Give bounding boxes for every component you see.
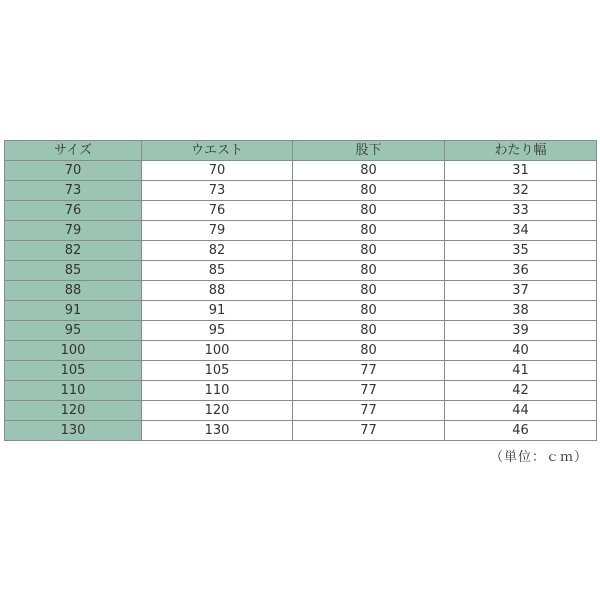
waist-cell: 91 xyxy=(142,301,293,321)
thigh-width-cell: 46 xyxy=(445,421,597,441)
thigh-width-cell: 31 xyxy=(445,161,597,181)
waist-cell: 95 xyxy=(142,321,293,341)
inseam-cell: 80 xyxy=(293,241,445,261)
inseam-cell: 80 xyxy=(293,301,445,321)
table-row xyxy=(5,261,597,281)
table-row xyxy=(5,361,597,381)
waist-cell: 70 xyxy=(142,161,293,181)
waist-cell: 76 xyxy=(142,201,293,221)
size-cell: 79 xyxy=(5,221,142,241)
waist-cell: 130 xyxy=(142,421,293,441)
thigh-width-cell: 42 xyxy=(445,381,597,401)
size-cell: 82 xyxy=(5,241,142,261)
table-row xyxy=(5,421,597,441)
thigh-width-cell: 38 xyxy=(445,301,597,321)
size-cell: 70 xyxy=(5,161,142,181)
header-waist: ウエスト xyxy=(142,141,293,161)
size-cell: 130 xyxy=(5,421,142,441)
size-cell: 91 xyxy=(5,301,142,321)
unit-note: （単位：ｃｍ） xyxy=(489,450,588,465)
table-row xyxy=(5,321,597,341)
waist-cell: 100 xyxy=(142,341,293,361)
size-cell: 100 xyxy=(5,341,142,361)
inseam-cell: 80 xyxy=(293,321,445,341)
table-row xyxy=(5,241,597,261)
table-row xyxy=(5,161,597,181)
thigh-width-cell: 33 xyxy=(445,201,597,221)
waist-cell: 105 xyxy=(142,361,293,381)
inseam-cell: 77 xyxy=(293,381,445,401)
table-row xyxy=(5,401,597,421)
size-cell: 120 xyxy=(5,401,142,421)
waist-cell: 85 xyxy=(142,261,293,281)
waist-cell: 73 xyxy=(142,181,293,201)
inseam-cell: 80 xyxy=(293,161,445,181)
waist-cell: 110 xyxy=(142,381,293,401)
table-row xyxy=(5,221,597,241)
thigh-width-cell: 32 xyxy=(445,181,597,201)
waist-cell: 79 xyxy=(142,221,293,241)
size-cell: 88 xyxy=(5,281,142,301)
size-table xyxy=(4,140,597,441)
thigh-width-cell: 37 xyxy=(445,281,597,301)
table-row xyxy=(5,281,597,301)
waist-cell: 120 xyxy=(142,401,293,421)
size-cell: 110 xyxy=(5,381,142,401)
table-row xyxy=(5,301,597,321)
thigh-width-cell: 36 xyxy=(445,261,597,281)
thigh-width-cell: 39 xyxy=(445,321,597,341)
thigh-width-cell: 40 xyxy=(445,341,597,361)
thigh-width-cell: 34 xyxy=(445,221,597,241)
thigh-width-cell: 41 xyxy=(445,361,597,381)
header-inseam: 股下 xyxy=(293,141,445,161)
table-header-row xyxy=(5,141,597,161)
inseam-cell: 80 xyxy=(293,261,445,281)
table-row xyxy=(5,341,597,361)
inseam-cell: 80 xyxy=(293,181,445,201)
size-cell: 95 xyxy=(5,321,142,341)
table-row xyxy=(5,201,597,221)
inseam-cell: 80 xyxy=(293,281,445,301)
inseam-cell: 80 xyxy=(293,201,445,221)
waist-cell: 88 xyxy=(142,281,293,301)
inseam-cell: 77 xyxy=(293,421,445,441)
size-cell: 105 xyxy=(5,361,142,381)
size-cell: 73 xyxy=(5,181,142,201)
waist-cell: 82 xyxy=(142,241,293,261)
table-row xyxy=(5,181,597,201)
thigh-width-cell: 44 xyxy=(445,401,597,421)
table-row xyxy=(5,381,597,401)
inseam-cell: 77 xyxy=(293,361,445,381)
size-cell: 85 xyxy=(5,261,142,281)
inseam-cell: 80 xyxy=(293,221,445,241)
header-thigh-width: わたり幅 xyxy=(445,141,597,161)
header-size: サイズ xyxy=(5,141,142,161)
thigh-width-cell: 35 xyxy=(445,241,597,261)
inseam-cell: 80 xyxy=(293,341,445,361)
inseam-cell: 77 xyxy=(293,401,445,421)
size-cell: 76 xyxy=(5,201,142,221)
